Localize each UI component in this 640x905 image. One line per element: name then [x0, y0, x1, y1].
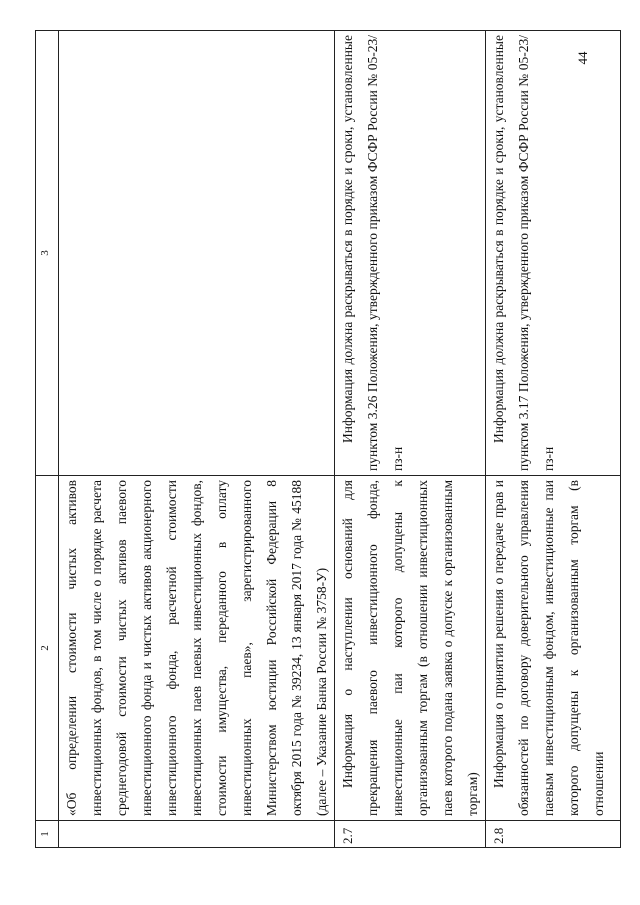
- header-col-1: 1: [36, 821, 59, 848]
- page-number: 44: [575, 51, 590, 65]
- row-number: 2.8: [486, 821, 621, 848]
- header-col-2: 2: [36, 476, 59, 821]
- table-row: [486, 31, 621, 848]
- row-information: Информация о наступлении оснований для прекращения паевого инвестиционного фонда, инвестиционные паи которого допущены к организованным торгам (в отношении инвестиционных паев которого подана заявка о допуске к организованным торгам): [335, 476, 486, 821]
- table-row: [335, 31, 486, 848]
- row-information: Информация о принятии решения о передаче прав и обязанностей по договору доверительного управления паевым инвестиционным фондом, инвестиционные паи которого допущены к организованным торгам (в отношении: [486, 476, 621, 821]
- row-number: 2.7: [335, 821, 486, 848]
- row-disclosure-rule: [59, 31, 335, 476]
- table-header-row: [36, 31, 59, 848]
- row-disclosure-rule: Информация должна раскрываться в порядке и сроки, установленные пунктом 3.17 Положения, утвержденного приказом ФСФР России № 05-23/пз-н: [486, 31, 621, 476]
- row-disclosure-rule: Информация должна раскрываться в порядке и сроки, установленные пунктом 3.26 Положения, утвержденного приказом ФСФР России № 05-23/пз-н: [335, 31, 486, 476]
- header-col-3: 3: [36, 31, 59, 476]
- row-information: «Об определении стоимости чистых активов инвестиционных фондов, в том числе о порядке расчета среднегодовой стоимости чистых активов паевого инвестиционного фонда и чистых активов акционерного инвестиционного фонда, расчетной стоимости инвестиционных паев паевых инвестиционных фондов, стоимости имущества, переданного в оплату инвестиционных паев», зарегистрированного Министерством юстиции Российской Федерации 8 октября 2015 года № 39234, 13 января 2017 года № 45188 (далее – Указание Банка России № 3758-У): [59, 476, 335, 821]
- table-row: [59, 31, 335, 848]
- row-number: [59, 821, 335, 848]
- disclosure-table: [35, 30, 621, 848]
